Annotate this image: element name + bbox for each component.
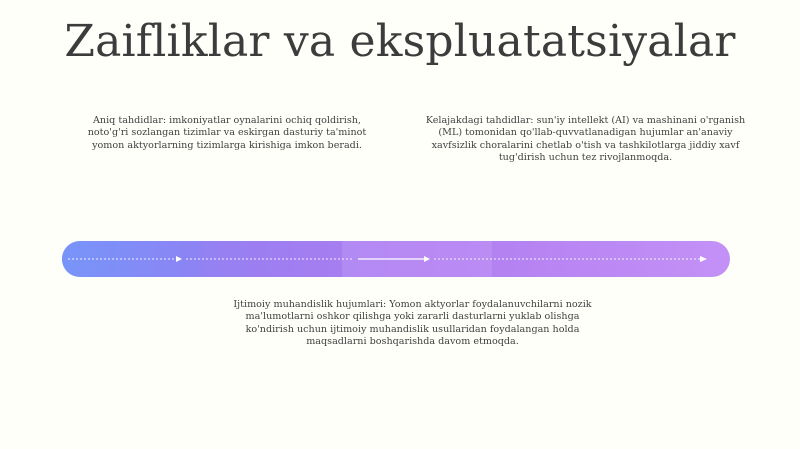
arrow-right-icon <box>424 256 430 262</box>
timeline-item-text: Ijtimoiy muhandislik hujumlari: Yomon aktyorlar foydalanuvchilarni nozik ma'lumotlarni oshkor qilishga yoki zararli dasturlarni yuklab olishga ko'ndirish uchun ijtimoiy muhandislik usullaridan foydalangan holda maqsadlarni boshqarishda davom etmoqda. <box>233 299 592 347</box>
timeline-bar <box>62 241 730 277</box>
timeline-arrows <box>62 241 730 277</box>
arrow-right-icon <box>700 256 707 262</box>
slide-title: Zaifliklar va ekspluatatsiyalar <box>64 16 736 67</box>
timeline-item-text: Kelajakdagi tahdidlar: sun'iy intellekt (AI) va mashinani o'rganish (ML) tomonidan qo'llab-quvvatlanadigan hujumlar an'anaviy xavfsizlik choralarini chetlab o'tish va tashkilotlarga jiddiy xavf tug'dirish uchun tez rivojlanmoqda. <box>425 115 746 163</box>
arrow-right-icon <box>176 256 182 262</box>
timeline-item-text: Aniq tahdidlar: imkoniyatlar oynalarini ochiq qoldirish, noto'g'ri sozlangan tizimlar va eskirgan dasturiy ta'minot yomon aktyorlarning tizimlarga kirishiga imkon beradi. <box>87 115 367 151</box>
